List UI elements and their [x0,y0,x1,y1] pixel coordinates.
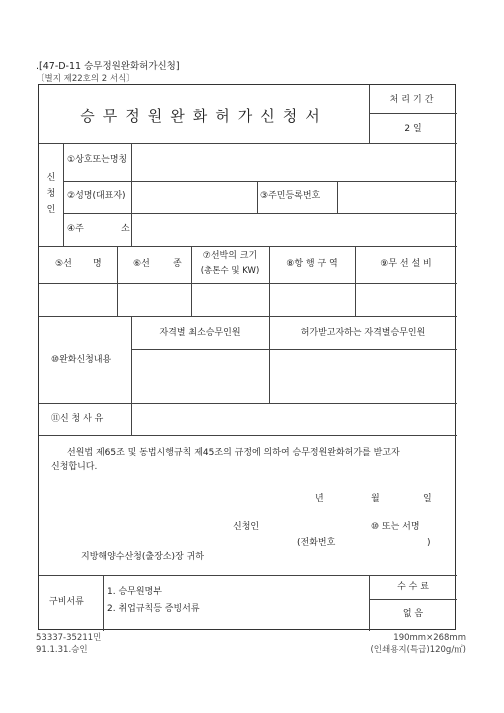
relaxation-content-label: ⑩완화신청내용 [51,355,112,365]
statement-line-2: 신청합니다. [51,462,98,472]
ship-name-b: 명 [93,259,102,269]
ship-type-a: ⑥선 [133,259,150,269]
ship-size-label-2: (총톤수 및 KW) [200,266,260,276]
addressee: 지방해양수산청(출장소)장 귀하 [81,552,204,562]
date-year: 년 [315,494,324,504]
applicant-label: 신청인 [233,522,260,532]
ship-size-label-1: ⑦선박의 크기 [202,251,258,261]
phone-label: (전화번호 [297,538,336,548]
resident-number-label: ③주민등록번호 [260,191,321,201]
doc-item-1: 1. 승무원명부 [107,587,162,597]
processing-period-label: 처리기간 [389,95,437,105]
radio-equipment-label: ⑨무 선 설 비 [380,259,432,269]
application-form [38,84,456,630]
footer-approved: 91.1.31.승인 [36,645,88,655]
requested-crew-label: 허가받고자하는 자격별승무인원 [300,328,426,338]
min-crew-label: 자격별 최소승무인원 [159,328,241,338]
footer-code: 53337-35211민 [36,633,102,643]
business-name-label: ①상호또는명칭 [67,155,128,165]
reason-label: ⑪신 청 사 유 [51,414,104,424]
footer-paper: (인쇄용지(특급)120g/㎡) [370,645,466,655]
ship-name-a: ⑤선 [55,259,72,269]
attachment-label: 〔별지 제22호의 2 서식〕 [36,74,135,84]
fee-value: 없 음 [402,609,424,619]
address-label-a: ④주 [67,224,84,234]
footer-size: 190mm×268mm [393,633,466,643]
address-label-b: 소 [121,224,130,234]
ship-type-b: 종 [173,259,182,269]
name-label: ②성명(대표자) [67,191,126,201]
date-month: 월 [371,494,380,504]
date-day: 일 [423,494,432,504]
phone-close: ) [427,538,431,548]
doc-item-2: 2. 취업규칙등 증빙서류 [107,604,200,614]
form-code: .[47-D-11 승무정원완화허가신청] [36,61,180,72]
navigation-area-label: ⑧항 행 구 역 [286,259,338,269]
processing-period-value: 2 일 [404,124,422,134]
form-title: 승무정원완화허가신청서 [80,107,328,125]
statement-line-1: 선원법 제65조 및 동법시행규칙 제45조의 규정에 의하여 승무정원완화허가를 받고자 [67,448,400,458]
fee-label: 수 수 료 [397,582,429,592]
applicant-group-char-1: 신 [46,173,56,183]
applicant-group-char-2: 청 [46,189,56,199]
seal-or-signature: ⑩ 또는 서명 [371,522,420,532]
applicant-group-char-3: 인 [46,205,56,215]
required-docs-label: 구비서류 [49,597,84,607]
